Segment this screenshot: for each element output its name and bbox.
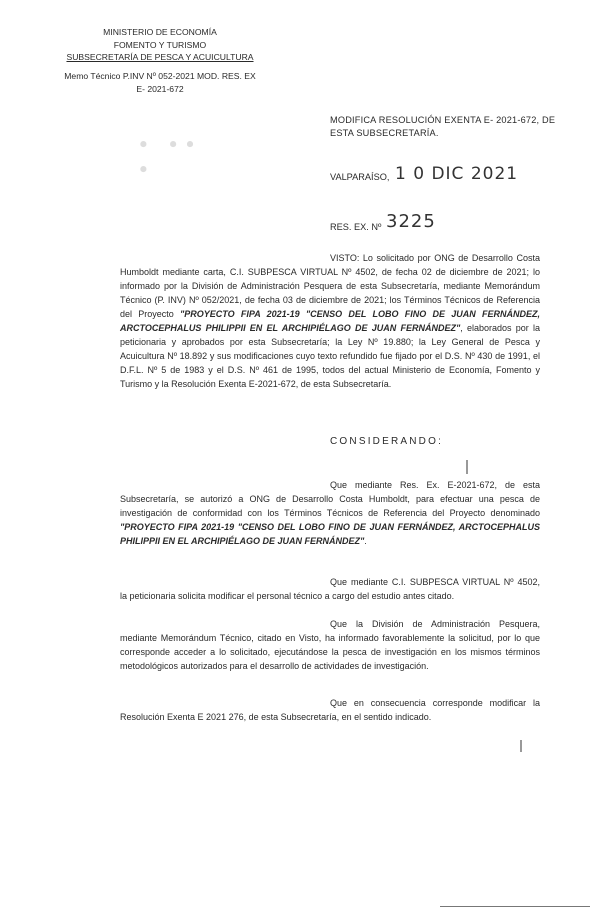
memo-line-2: E- 2021-672: [136, 83, 184, 94]
header-line-subsecretaria: SUBSECRETARÍA DE PESCA Y ACUICULTURA: [66, 52, 254, 63]
resolution-number: 3225: [386, 211, 436, 232]
resolution-number-label: RES. EX. Nº: [330, 222, 382, 232]
c1-text: Que mediante Res. Ex. E-2021-672, de esta Subsecretaría, se autorizó a ONG de Desarrollo Costa Humboldt, para efectuar una pesca de investigación de conformidad con los Términos Técnicos de Referencia del Proyecto denominado: [120, 480, 540, 518]
visto-text: VISTO: Lo solicitado por ONG de Desarrollo Costa Humboldt mediante carta, C.I. SUBPESCA VIRTUAL Nº 4502, de fecha 02 de diciembre de 2021; lo informado por la División de Administración Pesquera de esta Subsecretaría, mediante Memorándum Técnico (P. INV) Nº 052/2021, de fecha 03 de diciembre de 2021; los Términos Técnicos de Referencia del Proyecto: [120, 253, 540, 319]
faded-stamp: ∙ ∙∙ ∙: [138, 132, 202, 182]
resolution-subject: MODIFICA RESOLUCIÓN EXENTA E- 2021-672, DE ESTA SUBSECRETARÍA.: [330, 115, 556, 138]
visto-text-2: , elaborados por la peticionaria y aprobados por esta Subsecretaría; la Ley Nº 19.880; la Ley General de Pesca y Acuicultura Nº 18.892 y sus modificaciones cuyo texto refundido fue fijado por el D.S. Nº 430 de 1991, el D.F.L. Nº 5 de 1983 y el D.S. Nº 461 de 1995, todos del actual Ministerio de Economía, Fomento y Turismo y la Resolución Exenta E-2021-672, de esta Subsecretaría.: [120, 323, 540, 389]
margin-mark: [520, 740, 522, 752]
considerando-1: [120, 478, 540, 548]
memo-reference: [60, 70, 260, 95]
considerando-2: Que mediante C.I. SUBPESCA VIRTUAL Nº 4502, la peticionaria solicita modificar el personal técnico a cargo del estudio antes citado.: [120, 577, 540, 601]
header-line-ministry: MINISTERIO DE ECONOMÍA: [103, 27, 217, 37]
c1-end: .: [364, 536, 367, 546]
considerando-heading: CONSIDERANDO:: [330, 436, 444, 447]
considerando-3: Que la División de Administración Pesquera, mediante Memorándum Técnico, citado en Visto, ha informado favorablemente la solicitud, por lo que corresponde acceder a lo solicitado, ejecutándose la pesca de investigación en los mismos términos metodológicos autorizados para el desarrollo de actividades de investigación.: [120, 619, 540, 671]
footer-line: [440, 906, 590, 913]
margin-mark: [466, 460, 468, 474]
place-label: VALPARAÍSO,: [330, 172, 390, 182]
c1-project-title: "PROYECTO FIPA 2021-19 "CENSO DEL LOBO FINO DE JUAN FERNÁNDEZ, ARCTOCEPHALUS PHILIPPII EN EL ARCHIPIÉLAGO DE JUAN FERNÁNDEZ": [120, 522, 540, 546]
stamped-date: 1 0 DIC 2021: [395, 164, 519, 184]
visto-paragraph: [120, 251, 540, 391]
visto-project-title: "PROYECTO FIPA 2021-19 "CENSO DEL LOBO FINO DE JUAN FERNÁNDEZ, ARCTOCEPHALUS PHILIPPII EN EL ARCHIPIÉLAGO DE JUAN FERNÁNDEZ": [120, 309, 540, 333]
ministry-header: [60, 26, 260, 64]
considerando-4: Que en consecuencia corresponde modificar la Resolución Exenta E 2021 276, de esta Subsecretaría, en el sentido indicado.: [120, 698, 540, 722]
header-line-fomento: FOMENTO Y TURISMO: [113, 39, 207, 50]
memo-line: Memo Técnico P.INV Nº 052-2021 MOD. RES. EX: [64, 71, 256, 81]
